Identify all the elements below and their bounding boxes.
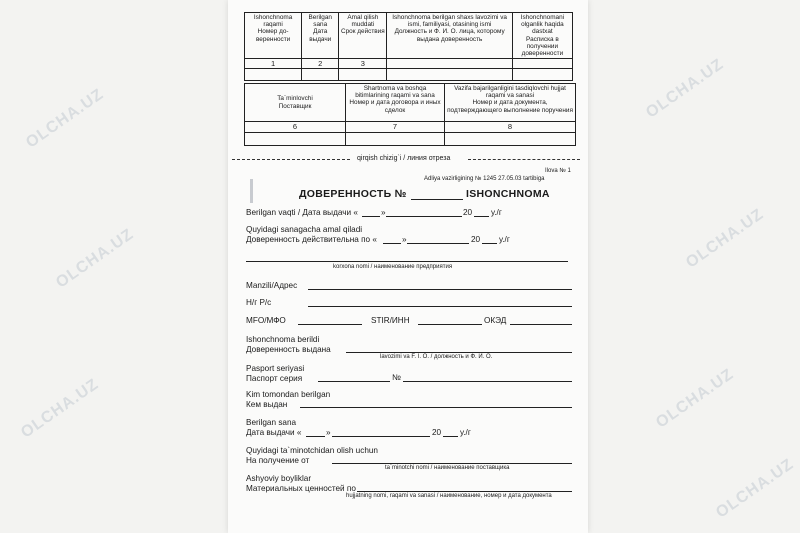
column-number: 3 [339, 59, 387, 69]
passport-month-field[interactable] [332, 436, 430, 437]
issue-day-field[interactable] [362, 216, 380, 217]
issued-to-caption: lavozimi va F. I. O. / должность и Ф. И. О. [380, 354, 493, 360]
passport-date-label-ru: Дата выдачи « [246, 428, 302, 437]
header-cell: Vazifa bajarilganligini tasdiqlovchi hujjat raqami va sanasi Номер и дата документа, подтверждающего выполнение поручения [445, 84, 576, 122]
header-cell: Ta`minlovchi Поставщик [245, 84, 346, 122]
supplier-caption: ta`minotchi nomi / наименование поставщика [385, 465, 510, 471]
cut-line-right [468, 159, 580, 160]
issued-by-field[interactable] [300, 407, 572, 408]
issued-to-label-ru: Доверенность выдана [246, 345, 331, 354]
oked-field[interactable] [510, 324, 572, 325]
passport-day-field[interactable] [306, 436, 325, 437]
receive-from-label-uz: Quyidagi ta`minotchidan olish uchun [246, 446, 378, 455]
stir-label: STIR/ИНН [371, 316, 410, 325]
organization-caption: korxona nomi / наименование предприятия [333, 264, 453, 270]
watermark: OLCHA.UZ [643, 55, 728, 122]
watermark: OLCHA.UZ [683, 205, 768, 272]
passport-number-label: № [392, 373, 401, 382]
watermark: OLCHA.UZ [18, 375, 103, 442]
column-number [387, 59, 512, 69]
watermark: OLCHA.UZ [53, 225, 138, 292]
appendix-label: Ilova № 1 [545, 168, 571, 174]
passport-label-uz: Pasport seriyasi [246, 364, 305, 373]
stub-table-top [244, 12, 573, 81]
assets-label-ru: Материальных ценностей по [246, 484, 356, 493]
passport-series-field[interactable] [318, 381, 390, 382]
header-cell: Berilgan sana Дата выдачи [302, 13, 339, 59]
passport-number-field[interactable] [403, 381, 572, 382]
header-cell: Shartnoma va boshqa bitimlarining raqami va sana Номер и дата договора и иных сделок [346, 84, 445, 122]
header-cell: Ishonchnomani olganlik haqida dastxat Расписка в получении доверенности [512, 13, 572, 59]
issue-month-field[interactable] [386, 216, 462, 217]
column-number [512, 59, 572, 69]
stub-table-bottom [244, 83, 576, 146]
passport-label-ru: Паспорт серия [246, 374, 303, 383]
mfo-field[interactable] [298, 324, 362, 325]
header-cell: Ishonchnoma berilgan shaxs lavozimi va ismi, familiyasi, otasining ismi Должность и Ф. И. О. лица, которому выдана доверенность [387, 13, 512, 59]
valid-day-field[interactable] [383, 243, 401, 244]
title-ru: ДОВЕРЕННОСТЬ № [299, 188, 407, 200]
passport-date-label-uz: Berilgan sana [246, 418, 297, 427]
column-number: 7 [346, 122, 445, 133]
watermark: OLCHA.UZ [713, 455, 798, 522]
column-number: 1 [245, 59, 302, 69]
left-margin-mark [250, 179, 253, 203]
ministry-order: Adliya vazirligining № 1245 27.05.03 tartibiga [424, 176, 545, 182]
column-number: 6 [245, 122, 346, 133]
valid-until-label-uz: Quyidagi sanagacha amal qiladi [246, 225, 363, 234]
supplier-field[interactable] [332, 463, 572, 464]
valid-year-field[interactable] [482, 243, 497, 244]
assets-document-field[interactable] [357, 491, 572, 492]
mfo-label: МFO/МФО [246, 316, 286, 325]
watermark: OLCHA.UZ [653, 365, 738, 432]
issue-year-field[interactable] [474, 216, 489, 217]
column-number: 2 [302, 59, 339, 69]
issue-date-label: Berilgan vaqti / Дата выдачи « [246, 208, 358, 217]
issued-by-label-uz: Kim tomondan berilgan [246, 390, 331, 399]
address-field[interactable] [308, 289, 572, 290]
column-number: 8 [445, 122, 576, 133]
stir-field[interactable] [418, 324, 482, 325]
cut-line-caption: qirqish chizig`i / линия отреза [357, 155, 451, 162]
header-cell: Amal qilish muddati Срок действия [339, 13, 387, 59]
assets-caption: hujjatning nomi, raqami va sanasi / наименование, номер и дата документа [346, 493, 552, 499]
watermark: OLCHA.UZ [23, 85, 108, 152]
assets-label-uz: Ashyoviy boyliklar [246, 474, 312, 483]
account-field[interactable] [308, 306, 572, 307]
header-cell: Ishonchnoma raqami Номер до-веренности [245, 13, 302, 59]
receive-from-label-ru: На получение от [246, 456, 310, 465]
oked-label: ОКЭД [484, 316, 507, 325]
issued-by-label-ru: Кем выдан [246, 400, 288, 409]
title-uz: ISHONCHNOMA [466, 188, 550, 200]
organization-field[interactable] [246, 261, 568, 262]
issued-to-field[interactable] [346, 352, 572, 353]
address-label: Manzili/Адрес [246, 281, 298, 290]
valid-month-field[interactable] [407, 243, 469, 244]
issued-to-label-uz: Ishonchnoma berildi [246, 335, 320, 344]
valid-until-label-ru: Доверенность действительна по « [246, 235, 377, 244]
account-label: Н/г Р/с [246, 298, 272, 307]
cut-line-left [232, 159, 350, 160]
title-number-line [411, 199, 463, 200]
passport-year-field[interactable] [443, 436, 458, 437]
